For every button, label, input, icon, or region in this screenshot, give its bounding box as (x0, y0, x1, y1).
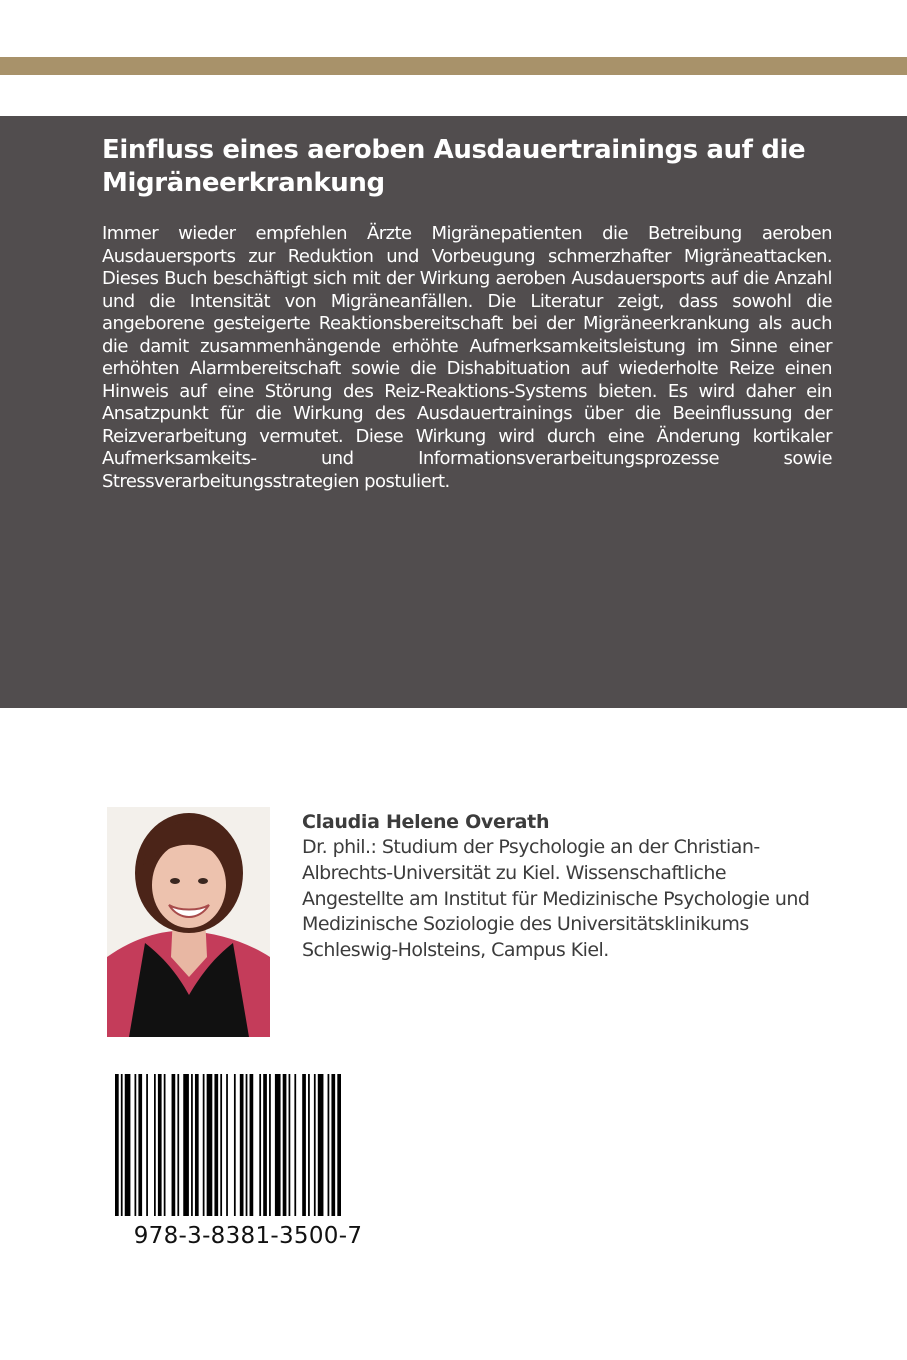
barcode-bar (214, 1074, 218, 1216)
barcode-bar (164, 1074, 166, 1216)
barcode-bar (294, 1074, 296, 1216)
top-gold-stripe (0, 57, 907, 75)
author-portrait-image (107, 807, 270, 1037)
author-name: Claudia Helene Overath (302, 811, 550, 833)
barcode-bar (158, 1074, 162, 1216)
barcode-bar (250, 1074, 254, 1216)
barcode-bar (314, 1074, 316, 1216)
barcode-bar (308, 1074, 310, 1216)
barcode-bar (191, 1074, 193, 1216)
barcode-bar (220, 1074, 222, 1216)
author-photo (107, 807, 270, 1037)
barcode-bar (195, 1074, 199, 1216)
barcode-bar (125, 1074, 131, 1216)
barcode-bar (331, 1074, 335, 1216)
barcode-bar (203, 1074, 205, 1216)
book-title: Einfluss eines aeroben Ausdauertrainings auf die Migräneerkrankung (102, 135, 806, 198)
barcode-bar (154, 1074, 156, 1216)
barcode-bar (302, 1074, 306, 1216)
barcode-bar (138, 1074, 142, 1216)
barcode-bar (337, 1074, 341, 1216)
barcode-bar (269, 1074, 271, 1216)
barcode-bar (146, 1074, 148, 1216)
barcode-bar (183, 1074, 189, 1216)
barcode-bar (135, 1074, 137, 1216)
barcode-bar (207, 1074, 213, 1216)
isbn-number: 978-3-8381-3500-7 (133, 1223, 363, 1249)
barcode-bar (246, 1074, 248, 1216)
barcode-bar (172, 1074, 176, 1216)
barcode-bar (289, 1074, 291, 1216)
barcode-bar (283, 1074, 287, 1216)
barcode-bar (259, 1074, 261, 1216)
book-description: Immer wieder empfehlen Ärzte Migränepatienten die Betreibung aeroben Ausdauersports zur Reduktion und Vorbeugung schmerzhafter Migräneattacken. Dieses Buch beschäftigt sich mit der Wirkung aeroben Ausdauersports auf die Anzahl und die Intensität von Migräneanfällen. Die Literatur zeigt, dass sowohl die angeborene gesteigerte Reaktionsbereitschaft bei der Migräneerkrankung als auch die damit zusammenhängende erhöhte Aufmerksamkeitsleistung im Sinne einer erhöhten Alarmbereitschaft sowie die Dishabituation auf wiederholte Reize einen Hinweis auf eine Störung des Reiz-Reaktions-Systems bieten. Es wird daher ein Ansatzpunkt für die Wirkung des Ausdauertrainings über die Beeinflussung der Reizverarbeitung vermutet. Diese Wirkung wird durch eine Änderung kortikaler Aufmerksamkeits- und Informationsverarbeitungsprozesse sowie Stressverarbeitungsstrategien postuliert. (102, 223, 832, 492)
barcode-bar (275, 1074, 281, 1216)
barcode-bar (177, 1074, 179, 1216)
barcode-bar (121, 1074, 123, 1216)
barcode-bar (226, 1074, 228, 1216)
isbn-barcode (112, 1074, 384, 1216)
barcode-bar (318, 1074, 324, 1216)
barcode-bar (115, 1074, 119, 1216)
barcode-bar (240, 1074, 244, 1216)
author-biography: Dr. phil.: Studium der Psychologie an der Christian-Albrechts-Universität zu Kiel. Wissenschaftliche Angestellte am Institut für Medizinische Psychologie und Medizinische Soziologie des Universitätsklinikums Schleswig-Holsteins, Campus Kiel. (302, 836, 810, 962)
barcode-bar (263, 1074, 267, 1216)
barcode-bar (328, 1074, 330, 1216)
barcode-bar (234, 1074, 236, 1216)
